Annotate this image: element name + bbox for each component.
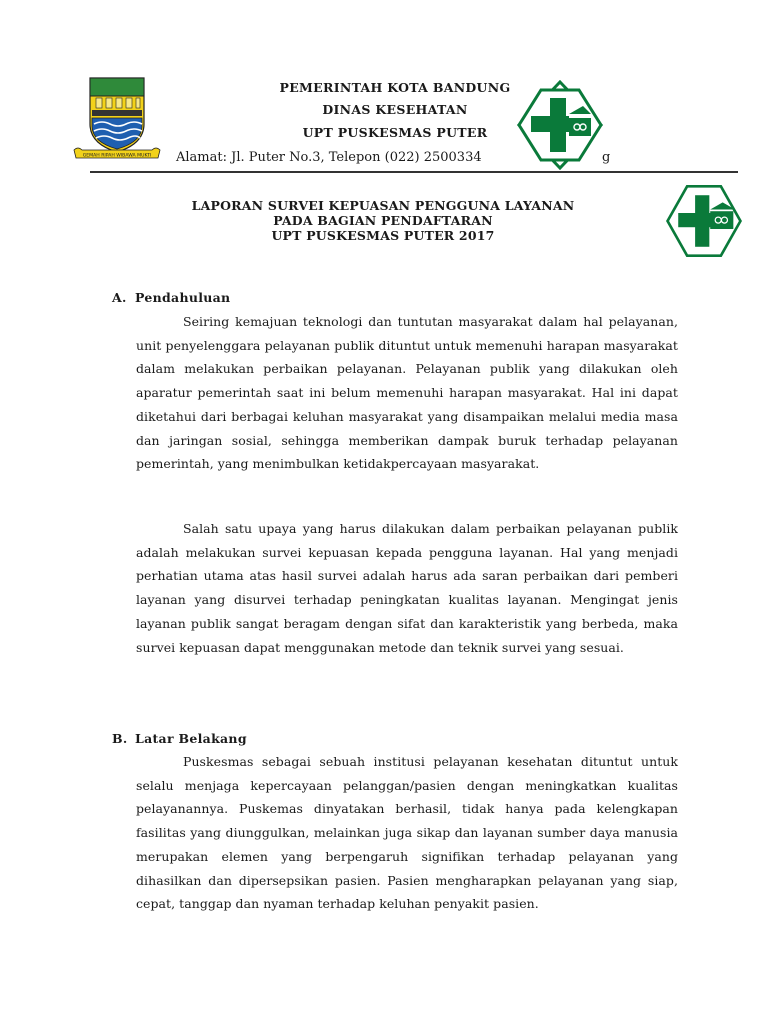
puskesmas-logo-secondary <box>664 181 744 261</box>
report-title-line2: PADA BAGIAN PENDAFTARAN <box>273 213 493 228</box>
institution-name: UPT PUSKESMAS PUTER <box>302 125 488 140</box>
department-name: DINAS KESEHATAN <box>322 102 468 117</box>
address-tail: g <box>602 150 611 165</box>
section-b-heading <box>112 731 247 746</box>
report-title-line1: LAPORAN SURVEI KEPUASAN PENGGUNA LAYANAN <box>191 198 575 213</box>
report-title-line3: UPT PUSKESMAS PUTER 2017 <box>271 228 495 243</box>
section-a-paragraph-2: Salah satu upaya yang harus dilakukan dalam perbaikan pelayanan publik adalah melakukan survei kepuasan kepada pengguna layanan. Hal yang menjadi perhatian utama atas hasil survei adalah harus ada saran perbaikan dari pemberi layanan yang disurvei terhadap peningkatan kualitas layanan. Mengingat jenis layanan publik sangat beragam dengan sifat dan karakteristik yang berbeda, maka survei kepuasan dapat menggunakan metode dan teknik survei yang sesuai. <box>136 521 678 655</box>
section-b-paragraph-1: Puskesmas sebagai sebuah institusi pelayanan kesehatan dituntut untuk selalu menjaga kepercayaan pelanggan/pasien dengan meningkatkan kualitas pelayanannya. Puskemas dinyatakan berhasil, tidak hanya pada kelengkapan fasilitas yang diunggulkan, melainkan juga sikap dan layanan sumber daya manusia merupakan elemen yang berpengaruh signifikan terhadap pelayanan yang dihasilkan dan dipersepsikan pasien. Pasien mengharapkan pelayanan yang siap, cepat, tanggap dan nyaman terhadap keluhan penyakit pasien. <box>136 754 678 912</box>
section-a-heading <box>112 290 230 305</box>
puskesmas-logo <box>515 80 605 170</box>
section-a-number: A. <box>112 290 127 305</box>
report-title <box>150 198 616 243</box>
address-line: Alamat: Jl. Puter No.3, Telepon (022) 2500334 <box>176 150 482 165</box>
section-a-title: Pendahuluan <box>135 290 231 305</box>
emblem-motto: GEMAH RIPAH WIBAWA MUKTI <box>82 153 152 159</box>
section-b-number: B. <box>112 731 128 746</box>
section-b-title: Latar Belakang <box>135 731 247 746</box>
letterhead-divider <box>90 171 738 173</box>
section-a-paragraph-1: Seiring kemajuan teknologi dan tuntutan masyarakat dalam hal pelayanan, unit penyelenggara pelayanan publik dituntut untuk memenuhi harapan masyarakat dalam melakukan perbaikan pelayanan. Pelayanan publik yang dilakukan oleh aparatur pemerintah saat ini belum memenuhi harapan masyarakat. Hal ini dapat diketahui dari berbagai keluhan masyarakat yang disampaikan melalui media masa dan jaringan sosial, sehingga memberikan dampak buruk terhadap pelayanan pemerintah, yang menimbulkan ketidakpercayaan masyarakat. <box>136 314 678 472</box>
bandung-city-emblem <box>72 74 162 164</box>
government-name: PEMERINTAH KOTA BANDUNG <box>279 80 511 95</box>
